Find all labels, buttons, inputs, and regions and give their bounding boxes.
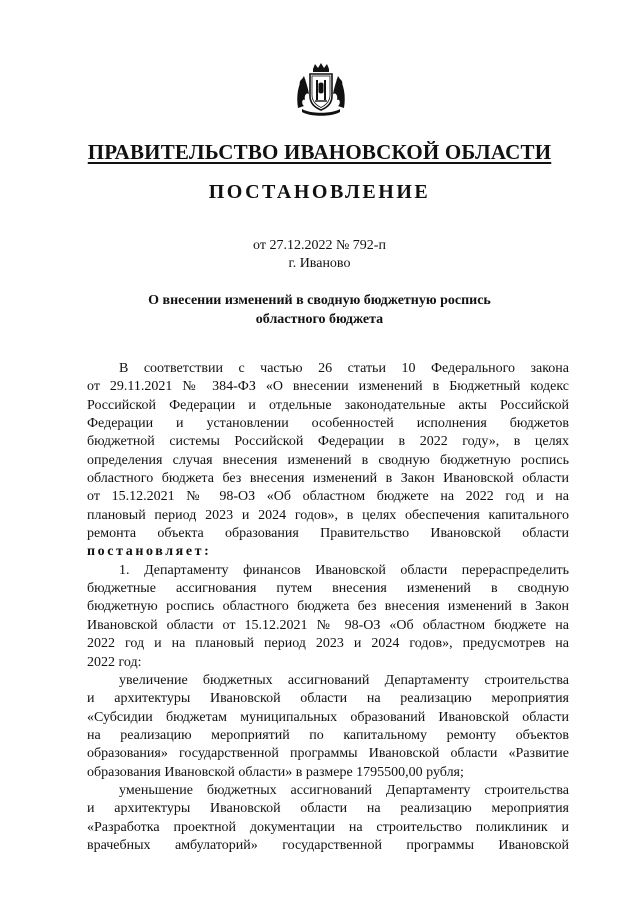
body-line: образования Ивановской области» в размере 1795500,00 рубля; — [87, 764, 464, 780]
body-line: от 15.12.2021 № 98-ОЗ «Об областном бюджете на 2022 год и на — [87, 489, 569, 505]
document-body — [87, 360, 569, 855]
body-line: 2022 год и на плановый период 2023 и 2024 годов», предусмотрев на — [87, 636, 569, 652]
document-type-heading: ПОСТАНОВЛЕНИЕ — [208, 181, 431, 203]
document-subject-line-1: О внесении изменений в сводную бюджетную роспись — [148, 293, 491, 308]
body-line: областного бюджета без внесения изменений в Закон Ивановской области — [87, 471, 569, 487]
body-line: определения случая внесения изменений в сводную бюджетную роспись — [87, 452, 569, 468]
body-line: бюджетной системы Российской Федерации в 2022 году», в целях — [87, 434, 569, 450]
body-line: «Субсидии бюджетам муниципальных образований Ивановской области — [87, 709, 569, 725]
body-line: Российской Федерации и отдельные законодательные акты Российской — [87, 397, 569, 413]
government-title: ПРАВИТЕЛЬСТВО ИВАНОВСКОЙ ОБЛАСТИ — [87, 140, 552, 164]
body-line: Ивановской области от 15.12.2021 № 98-ОЗ «Об областном бюджете на — [87, 617, 569, 633]
body-line: от 29.11.2021 № 384-ФЗ «О внесении изменений в Бюджетный кодекс — [87, 379, 569, 395]
body-line: врачебных амбулаторий» государственной программы Ивановской — [87, 837, 569, 853]
body-line: 2022 год: — [87, 654, 142, 670]
body-line: образования» государственной программы Ивановской области «Развитие — [87, 746, 569, 762]
body-line: Федерации и установлении особенностей исполнения бюджетов — [87, 416, 569, 432]
body-line: «Разработка проектной документации на строительство поликлиник и — [87, 819, 569, 835]
body-line: ремонта объекта образования Правительство Ивановской области — [87, 526, 569, 542]
body-line: уменьшение бюджетных ассигнований Департаменту строительства — [119, 782, 569, 798]
body-line: В соответствии с частью 26 статьи 10 Федерального закона — [119, 361, 569, 376]
document-subject-line-2: областного бюджета — [255, 312, 384, 327]
body-line: плановый период 2023 и 2024 годов», в целях обеспечения капитального — [87, 507, 569, 523]
body-line: на реализацию мероприятий по капитальному ремонту объектов — [87, 727, 569, 743]
document-date-number: от 27.12.2022 № 792-п — [253, 238, 386, 253]
body-line: бюджетные ассигнования путем внесения изменений в сводную — [87, 581, 569, 597]
body-line: бюджетную роспись областного бюджета без внесения изменений в Закон — [87, 599, 569, 615]
resolution-keyword: постановляет: — [87, 544, 212, 560]
body-line: увеличение бюджетных ассигнований Департаменту строительства — [119, 672, 569, 688]
body-line: и архитектуры Ивановской области на реализацию мероприятия — [87, 801, 569, 817]
coat-of-arms-icon — [296, 62, 346, 118]
body-line: и архитектуры Ивановской области на реализацию мероприятия — [87, 691, 569, 707]
document-city: г. Иваново — [288, 256, 351, 271]
body-line: 1. Департаменту финансов Ивановской области перераспределить — [119, 562, 569, 578]
